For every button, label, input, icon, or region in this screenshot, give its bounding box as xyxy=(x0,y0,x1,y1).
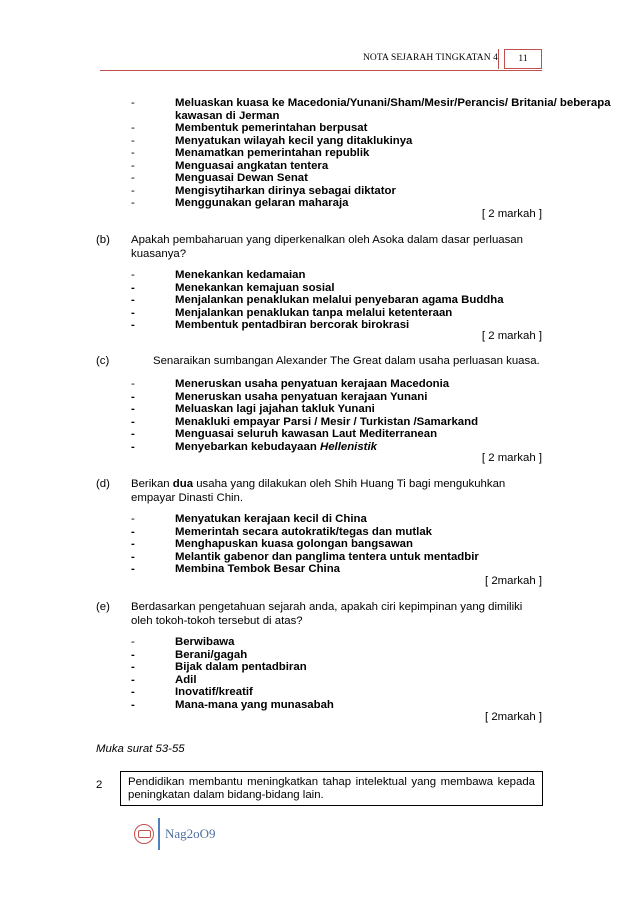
question-label-b: (b) xyxy=(96,234,110,246)
answer-item: - Berwibawa xyxy=(131,636,235,648)
marks-a: [ 2 markah ] xyxy=(481,208,542,220)
header-title: NOTA SEJARAH TINGKATAN 4 xyxy=(362,53,498,63)
marks-b: [ 2 markah ] xyxy=(481,330,542,342)
question-label-e: (e) xyxy=(96,601,110,613)
answer-item: - Memerintah secara autokratik/tegas dan mutlak xyxy=(131,525,433,538)
answer-item: - Meneruskan usaha penyatuan kerajaan Macedonia xyxy=(131,378,450,390)
answer-list-c xyxy=(131,378,478,453)
italic-term: Hellenistik xyxy=(319,440,377,453)
header-rule xyxy=(100,70,542,71)
answer-item: - Menamatkan pemerintahan republik xyxy=(131,147,370,159)
answer-item: - Meluaskan kuasa ke Macedonia/Yunani/Sham/Mesir/Perancis/ Britania/ beberapa kawasan di Jerman xyxy=(131,97,611,122)
answer-item: - Menjalankan penaklukan melalui penyebaran agama Buddha xyxy=(131,294,504,306)
answer-item: - Menyatukan wilayah kecil yang ditaklukinya xyxy=(131,134,413,147)
answer-list-d xyxy=(131,513,479,576)
marks-c: [ 2 markah ] xyxy=(481,452,542,464)
answer-item: - Menyebarkan kebudayaan Hellenistik xyxy=(131,440,377,453)
answer-item: - Membentuk pemerintahan berpusat xyxy=(131,122,368,134)
answer-item: - Membentuk pentadbiran bercorak birokrasi xyxy=(131,319,410,331)
answer-item: - Mana-mana yang munasabah xyxy=(131,698,334,711)
answer-item: - Adil xyxy=(131,673,197,686)
footer-author: Nag2oO9 xyxy=(165,826,216,841)
question-label-d: (d) xyxy=(96,478,110,490)
footer-divider xyxy=(158,818,160,850)
answer-item: - Berani/gagah xyxy=(131,648,248,661)
answer-item: - Menguasai Dewan Senat xyxy=(131,172,308,184)
header-divider xyxy=(498,49,499,69)
page-header xyxy=(0,49,638,71)
answer-item: - Menghapuskan kuasa golongan bangsawan xyxy=(131,538,413,550)
answer-item: - Inovatif/kreatif xyxy=(131,686,253,698)
marks-e: [ 2markah ] xyxy=(485,711,542,723)
note-box: Pendidikan membantu meningkatkan tahap intelektual yang membawa kepada peningkatan dalam bidang-bidang lain. xyxy=(120,771,543,806)
answer-item: - Meneruskan usaha penyatuan kerajaan Yunani xyxy=(131,390,428,403)
answer-item: - Meluaskan lagi jajahan takluk Yunani xyxy=(131,403,375,415)
question-label-c: (c) xyxy=(96,355,110,367)
answer-list-b xyxy=(131,269,504,332)
answer-item: - Melantik gabenor dan panglima tentera untuk mentadbir xyxy=(131,550,479,563)
question-e: Berdasarkan pengetahuan sejarah anda, apakah ciri kepimpinan yang dimiliki oleh tokoh-tokoh tersebut di atas? xyxy=(131,601,523,627)
answer-item: - Menguasai angkatan tentera xyxy=(131,159,329,172)
answer-item: - Menekankan kedamaian xyxy=(131,269,306,281)
answer-item: - Menggunakan gelaran maharaja xyxy=(131,197,349,209)
answer-list-e xyxy=(131,636,334,711)
page-number: 11 xyxy=(504,49,542,69)
question-b: Apakah pembaharuan yang diperkenalkan oleh Asoka dalam dasar perluasan kuasanya? xyxy=(131,234,523,260)
answer-item: - Menjalankan penaklukan tanpa melalui ketenteraan xyxy=(131,306,453,319)
answer-item: - Menguasai seluruh kawasan Laut Mediterranean xyxy=(131,428,438,440)
marks-d: [ 2markah ] xyxy=(485,575,542,587)
answer-item: - Menekankan kemajuan sosial xyxy=(131,281,335,294)
author-logo-icon xyxy=(134,824,154,844)
answer-item: - Membina Tembok Besar China xyxy=(131,563,340,575)
question-c: Senaraikan sumbangan Alexander The Great dalam usaha perluasan kuasa. xyxy=(153,355,540,367)
note-number: 2 xyxy=(96,779,103,791)
answer-item: - Menakluki empayar Parsi / Mesir / Turkistan /Samarkand xyxy=(131,415,479,428)
answer-item: - Menyatukan kerajaan kecil di China xyxy=(131,513,367,525)
answer-list-a xyxy=(131,97,638,210)
answer-item: - Mengisytiharkan dirinya sebagai diktator xyxy=(131,184,396,197)
answer-item: - Bijak dalam pentadbiran xyxy=(131,661,307,673)
page-reference: Muka surat 53-55 xyxy=(96,743,185,755)
question-d: Berikan dua usaha yang dilakukan oleh Shih Huang Ti bagi mengukuhkan empayar Dinasti Chin. xyxy=(131,478,506,504)
